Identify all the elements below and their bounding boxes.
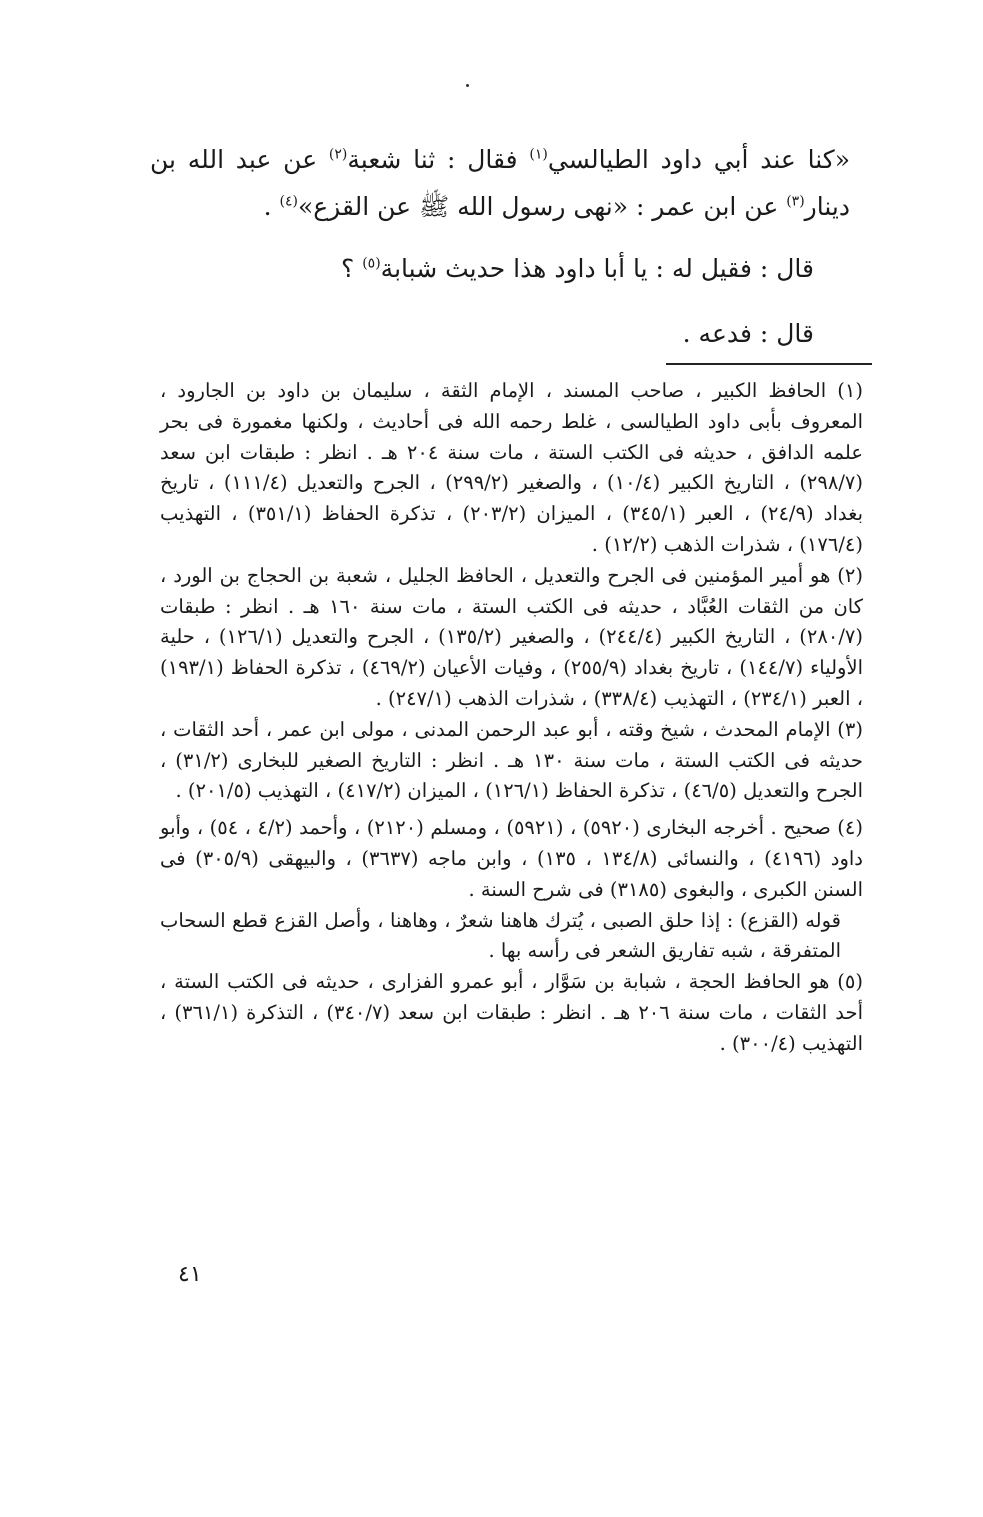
footnote: (٤) صحيح . أخرجه البخارى (٥٩٢٠) ، (٥٩٢١) ، ومسلم (٢١٢٠) ، وأحمد (٤/٢ ، ٥٤) ، وأبو داود (٤١٩٦) ، والنسائى (١٣٤/٨ ، ١٣٥) ، وابن ماجه (٣٦٣٧) ، والبيهقى (٣٠٥/٩) فى السنن الكبرى ، والبغوى (٣١٨٥) فى شرح السنة . (160, 816, 864, 901)
main-text-segment: «كنا عند أبي داود الطيالسي (547, 145, 850, 174)
footnote-ref: (٣) (786, 193, 805, 210)
main-paragraph: قال : فدعه . (682, 319, 814, 348)
main-text-segment: عن عبد الله بن دينار (150, 145, 850, 221)
main-text-segment: . (263, 192, 280, 221)
main-text-segment: ؟ (340, 254, 363, 283)
footnote-ref: (٢) (328, 146, 348, 163)
main-paragraph (150, 245, 850, 292)
footnote: (٥) هو الحافظ الحجة ، شبابة بن سَوَّار ، أبو عمرو الفزارى ، حديثه فى الكتب الستة ، أحد الثقات ، مات سنة ٢٠٦ هـ . انظر : طبقات ابن سعد (٣٤٠/٧) ، التذكرة (٣٦١/١) ، التهذيب (٣٠٠/٤) . (160, 970, 863, 1055)
footnote-separator (666, 363, 872, 365)
main-text-segment: فقال : ثنا شعبة (347, 145, 530, 174)
footnote: قوله (القزع) : إذا حلق الصبى ، يُترك هاهنا شعرٌ ، وهاهنا ، وأصل القزع قطع السحاب المتفرقة ، شبه تفاريق الشعر فى رأسه بها . (160, 908, 841, 963)
footnote: (٣) الإمام المحدث ، شيخ وقته ، أبو عبد الرحمن المدنى ، مولى ابن عمر ، أحد الثقات ، حديثه فى الكتب الستة ، مات سنة ١٣٠ هـ . انظر : التاريخ الصغير للبخارى (٣١/٢) ، الجرح والتعديل (٤٦/٥) ، تذكرة الحفاظ (١٢٦/١) ، الميزان (٤١٧/٢) ، التهذيب (٢٠١/٥) . (160, 717, 863, 803)
ink-speck (466, 84, 469, 87)
footnote: (١) الحافظ الكبير ، صاحب المسند ، الإمام الثقة ، سليمان بن داود بن الجارود ، المعروف بأبى داود الطيالسى ، غلط رحمه الله فى أحاديث ، ولكنها مغمورة فى بحر علمه الدافق ، حديثه فى الكتب الستة ، مات سنة ٢٠٤ هـ . انظر : طبقات ابن سعد (٢٩٨/٧) ، التاريخ الكبير (١٠/٤) ، والصغير (٢٩٩/٢) ، الجرح والتعديل (١١١/٤) ، تاريخ بغداد (٢٤/٩) ، العبر (٣٤٥/١) ، الميزان (٢٠٣/٢) ، تذكرة الحفاظ (٣٥١/١) ، التهذيب (١٧٦/٤) ، شذرات الذهب (١٢/٢) . (160, 379, 863, 556)
page-number: ٤١ (178, 1262, 202, 1287)
footnote-ref: (١) (529, 146, 548, 163)
main-text-segment: عن ابن عمر : «نهى رسول الله ﷺ عن القزع» (297, 192, 787, 221)
footnote: (٢) هو أمير المؤمنين فى الجرح والتعديل ، الحافظ الجليل ، شعبة بن الحجاج بن الورد ، كان من الثقات العُبَّاد ، حديثه فى الكتب الستة ، مات سنة ١٦٠ هـ . انظر : طبقات (٢٨٠/٧) ، التاريخ الكبير (٢٤٤/٤) ، والصغير (١٣٥/٢) ، الجرح والتعديل (١٢٦/١) ، حلية الأولياء (١٤٤/٧) ، تاريخ بغداد (٢٥٥/٩) ، وفيات الأعيان (٤٦٩/٢) ، تذكرة الحفاظ (١٩٣/١) ، العبر (٢٣٤/١) ، التهذيب (٣٣٨/٤) ، شذرات الذهب (٢٤٧/١) . (160, 563, 863, 710)
footnote-ref: (٥) (362, 255, 381, 272)
main-text (150, 136, 850, 357)
main-paragraph (150, 136, 850, 230)
footnotes (160, 376, 863, 1060)
main-text-segment: قال : فقيل له : يا أبا داود هذا حديث شبابة (380, 254, 814, 283)
footnote-ref: (٤) (279, 193, 298, 210)
